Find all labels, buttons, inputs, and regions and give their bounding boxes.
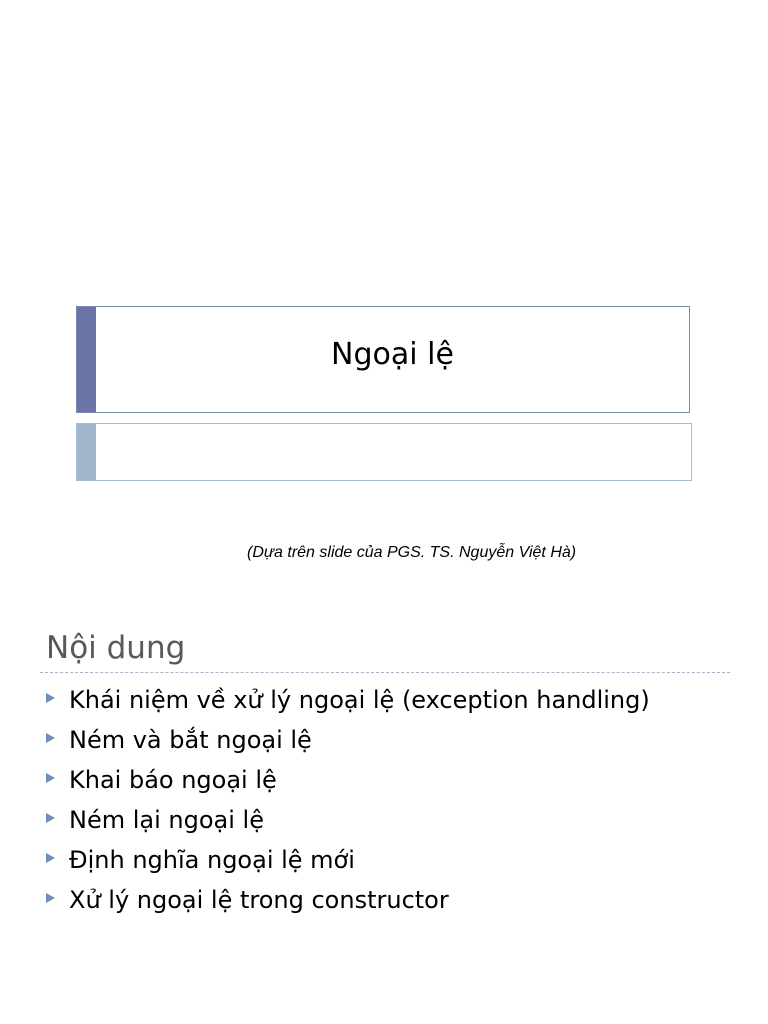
triangle-right-icon — [46, 893, 55, 903]
list-item-label: Xử lý ngoại lệ trong constructor — [69, 886, 449, 914]
list-item — [46, 880, 650, 920]
list-item — [46, 720, 650, 760]
triangle-right-icon — [46, 773, 55, 783]
section-heading: Nội dung — [46, 630, 186, 666]
slide-title: Ngoại lệ — [331, 337, 454, 372]
title-accent-bar — [77, 307, 96, 412]
list-item-label: Định nghĩa ngoại lệ mới — [69, 846, 355, 874]
credit-note: (Dựa trên slide của PGS. TS. Nguyễn Việt Hà) — [247, 544, 577, 561]
title-box — [76, 306, 690, 413]
list-item-label: Khái niệm về xử lý ngoại lệ (exception handling) — [69, 686, 650, 714]
triangle-right-icon — [46, 853, 55, 863]
list-item-label: Khai báo ngoại lệ — [69, 766, 277, 794]
triangle-right-icon — [46, 813, 55, 823]
list-item-label: Ném lại ngoại lệ — [69, 806, 264, 834]
list-item — [46, 760, 650, 800]
subtitle-accent-bar — [77, 424, 96, 480]
triangle-right-icon — [46, 693, 55, 703]
heading-divider — [40, 672, 730, 673]
list-item-label: Ném và bắt ngoại lệ — [69, 726, 312, 754]
list-item — [46, 680, 650, 720]
triangle-right-icon — [46, 733, 55, 743]
contents-list — [46, 680, 650, 920]
subtitle-box — [76, 423, 692, 481]
list-item — [46, 840, 650, 880]
list-item — [46, 800, 650, 840]
